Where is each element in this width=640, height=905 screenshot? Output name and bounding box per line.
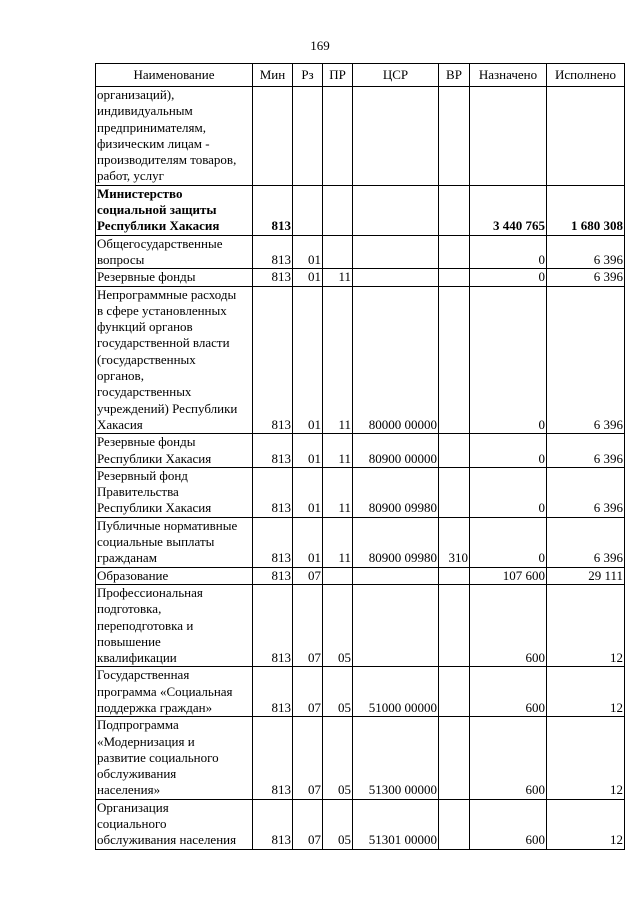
table-row (96, 667, 625, 717)
cell-name: Общегосударственные вопросы (96, 235, 253, 269)
cell-assigned: 3 440 765 (470, 185, 547, 235)
table-row (96, 185, 625, 235)
cell-min (253, 87, 293, 186)
cell-pr: 11 (323, 517, 353, 567)
cell-rz (293, 87, 323, 186)
table-row (96, 467, 625, 517)
cell-assigned: 0 (470, 286, 547, 434)
cell-pr: 11 (323, 286, 353, 434)
header-executed: Исполнено (547, 64, 625, 87)
cell-name: Образование (96, 567, 253, 584)
cell-rz: 01 (293, 517, 323, 567)
cell-min: 813 (253, 717, 293, 799)
cell-executed: 12 (547, 667, 625, 717)
cell-rz: 07 (293, 717, 323, 799)
cell-csr: 51000 00000 (353, 667, 439, 717)
header-name: Наименование (96, 64, 253, 87)
cell-pr: 05 (323, 584, 353, 666)
table-row (96, 286, 625, 434)
cell-assigned: 0 (470, 269, 547, 286)
cell-assigned: 600 (470, 584, 547, 666)
cell-pr: 05 (323, 667, 353, 717)
cell-pr: 11 (323, 467, 353, 517)
cell-name: Резервный фонд Правительства Республики Хакасия (96, 467, 253, 517)
header-pr: ПР (323, 64, 353, 87)
cell-csr: 80000 00000 (353, 286, 439, 434)
cell-rz: 01 (293, 286, 323, 434)
cell-executed: 6 396 (547, 434, 625, 468)
cell-min: 813 (253, 567, 293, 584)
cell-pr: 11 (323, 269, 353, 286)
cell-executed: 6 396 (547, 467, 625, 517)
cell-assigned: 107 600 (470, 567, 547, 584)
cell-rz: 07 (293, 584, 323, 666)
cell-name: Непрограммные расходы в сфере установленных функций органов государственной власти (государственных органов, государственных учреждений) Республики Хакасия (96, 286, 253, 434)
cell-vr (439, 799, 470, 849)
cell-csr: 80900 09980 (353, 467, 439, 517)
cell-pr: 05 (323, 799, 353, 849)
cell-assigned: 0 (470, 467, 547, 517)
page-number: 169 (310, 38, 330, 53)
cell-pr: 11 (323, 434, 353, 468)
cell-min: 813 (253, 799, 293, 849)
cell-vr (439, 584, 470, 666)
cell-vr (439, 87, 470, 186)
cell-csr (353, 567, 439, 584)
cell-rz: 07 (293, 799, 323, 849)
table-header-row (96, 64, 625, 87)
cell-pr (323, 87, 353, 186)
cell-vr (439, 434, 470, 468)
cell-min: 813 (253, 584, 293, 666)
cell-executed: 12 (547, 584, 625, 666)
cell-assigned: 600 (470, 667, 547, 717)
cell-name: Организация социального обслуживания населения (96, 799, 253, 849)
table-row (96, 584, 625, 666)
cell-rz: 07 (293, 667, 323, 717)
cell-pr (323, 185, 353, 235)
cell-executed: 6 396 (547, 269, 625, 286)
cell-min: 813 (253, 517, 293, 567)
cell-name: Профессиональная подготовка, переподготовка и повышение квалификации (96, 584, 253, 666)
cell-name: Резервные фонды Республики Хакасия (96, 434, 253, 468)
cell-executed: 6 396 (547, 286, 625, 434)
cell-csr: 51301 00000 (353, 799, 439, 849)
cell-name: Резервные фонды (96, 269, 253, 286)
cell-rz (293, 185, 323, 235)
table-row (96, 517, 625, 567)
cell-assigned (470, 87, 547, 186)
table-row (96, 235, 625, 269)
cell-vr (439, 286, 470, 434)
table-row (96, 87, 625, 186)
cell-executed: 1 680 308 (547, 185, 625, 235)
cell-pr (323, 567, 353, 584)
cell-vr: 310 (439, 517, 470, 567)
cell-csr (353, 87, 439, 186)
table-row (96, 567, 625, 584)
cell-vr (439, 185, 470, 235)
budget-table (95, 63, 625, 850)
cell-csr: 80900 09980 (353, 517, 439, 567)
header-rz: Рз (293, 64, 323, 87)
cell-assigned: 0 (470, 434, 547, 468)
table-row (96, 269, 625, 286)
cell-name: организаций), индивидуальным предпринимателям, физическим лицам - производителям товаров, работ, услуг (96, 87, 253, 186)
cell-name: Подпрограмма «Модернизация и развитие социального обслуживания населения» (96, 717, 253, 799)
cell-csr (353, 185, 439, 235)
cell-executed (547, 87, 625, 186)
cell-executed: 12 (547, 717, 625, 799)
cell-csr (353, 584, 439, 666)
cell-assigned: 0 (470, 235, 547, 269)
cell-assigned: 600 (470, 799, 547, 849)
cell-vr (439, 467, 470, 517)
cell-pr (323, 235, 353, 269)
cell-executed: 6 396 (547, 517, 625, 567)
cell-min: 813 (253, 467, 293, 517)
cell-csr (353, 269, 439, 286)
cell-vr (439, 717, 470, 799)
cell-min: 813 (253, 269, 293, 286)
cell-vr (439, 235, 470, 269)
cell-name: Государственная программа «Социальная поддержка граждан» (96, 667, 253, 717)
cell-csr: 80900 00000 (353, 434, 439, 468)
cell-rz: 01 (293, 235, 323, 269)
cell-name: Публичные нормативные социальные выплаты гражданам (96, 517, 253, 567)
table-row (96, 434, 625, 468)
cell-rz: 07 (293, 567, 323, 584)
cell-vr (439, 567, 470, 584)
cell-executed: 6 396 (547, 235, 625, 269)
cell-vr (439, 269, 470, 286)
cell-min: 813 (253, 235, 293, 269)
header-min: Мин (253, 64, 293, 87)
cell-min: 813 (253, 667, 293, 717)
cell-vr (439, 667, 470, 717)
header-csr: ЦСР (353, 64, 439, 87)
cell-rz: 01 (293, 434, 323, 468)
table-row (96, 799, 625, 849)
cell-min: 813 (253, 286, 293, 434)
cell-name: Министерство социальной защиты Республики Хакасия (96, 185, 253, 235)
cell-min: 813 (253, 185, 293, 235)
header-assigned: Назначено (470, 64, 547, 87)
table-row (96, 717, 625, 799)
cell-rz: 01 (293, 269, 323, 286)
cell-executed: 12 (547, 799, 625, 849)
header-vr: ВР (439, 64, 470, 87)
cell-rz: 01 (293, 467, 323, 517)
cell-assigned: 0 (470, 517, 547, 567)
cell-csr (353, 235, 439, 269)
cell-csr: 51300 00000 (353, 717, 439, 799)
cell-executed: 29 111 (547, 567, 625, 584)
cell-pr: 05 (323, 717, 353, 799)
cell-assigned: 600 (470, 717, 547, 799)
cell-min: 813 (253, 434, 293, 468)
